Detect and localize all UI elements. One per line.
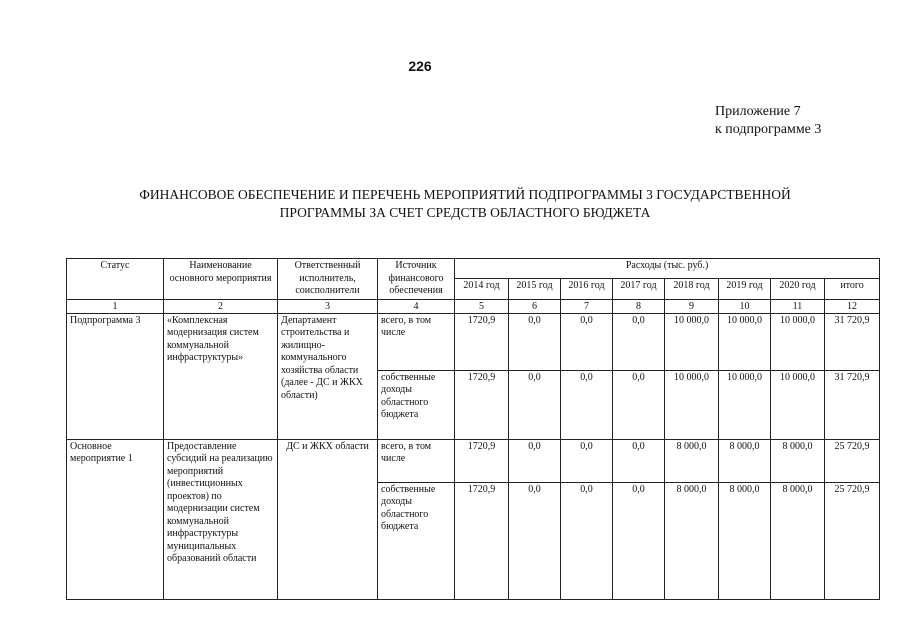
value-cell: 0,0 [561,313,613,370]
value-cell: 0,0 [561,370,613,439]
header-year: 2016 год [561,279,613,299]
value-cell: 0,0 [613,370,665,439]
header-year: 2017 год [613,279,665,299]
row-source: собственные доходы областного бюджета [378,370,455,439]
value-cell: 10 000,0 [665,313,719,370]
value-cell: 0,0 [561,482,613,599]
column-number: 7 [561,299,613,313]
header-year: 2018 год [665,279,719,299]
value-cell: 10 000,0 [719,370,771,439]
header-year: 2015 год [509,279,561,299]
row-source: собственные доходы областного бюджета [378,482,455,599]
title-line-1: ФИНАНСОВОЕ ОБЕСПЕЧЕНИЕ И ПЕРЕЧЕНЬ МЕРОПРИЯТИЙ ПОДПРОГРАММЫ 3 ГОСУДАРСТВЕННОЙ [139,187,791,202]
value-cell: 8 000,0 [665,439,719,482]
value-cell: 0,0 [613,482,665,599]
row-executor: ДС и ЖКХ области [278,439,378,599]
column-number: 6 [509,299,561,313]
table-row [67,313,880,370]
header-year: 2020 год [771,279,825,299]
total-cell: 31 720,9 [825,370,880,439]
column-number: 5 [455,299,509,313]
value-cell: 1720,9 [455,439,509,482]
total-cell: 31 720,9 [825,313,880,370]
value-cell: 1720,9 [455,482,509,599]
appendix-line-2: к подпрограмме 3 [715,122,822,137]
header-year: 2019 год [719,279,771,299]
value-cell: 0,0 [509,439,561,482]
row-name: «Комплексная модернизация систем коммунальной инфраструктуры» [164,313,278,439]
row-status: Основное мероприятие 1 [67,439,164,599]
column-number: 1 [67,299,164,313]
value-cell: 8 000,0 [771,482,825,599]
value-cell: 1720,9 [455,313,509,370]
value-cell: 10 000,0 [771,313,825,370]
column-number: 11 [771,299,825,313]
header-total: итого [825,279,880,299]
row-executor: Департамент строительства и жилищно-коммунального хозяйства области (далее - ДС и ЖКХ области) [278,313,378,439]
page-number: 226 [408,58,432,74]
value-cell: 0,0 [613,313,665,370]
value-cell: 10 000,0 [771,370,825,439]
value-cell: 0,0 [561,439,613,482]
header-executor: Ответственный исполнитель, соисполнители [278,259,378,300]
column-number: 4 [378,299,455,313]
appendix-note [715,103,821,139]
financing-table [66,258,880,600]
column-number: 12 [825,299,880,313]
total-cell: 25 720,9 [825,482,880,599]
table-row [67,439,880,482]
value-cell: 10 000,0 [719,313,771,370]
header-expenses: Расходы (тыс. руб.) [455,259,880,279]
column-number: 9 [665,299,719,313]
document-title [70,186,860,222]
header-name: Наименование основного мероприятия [164,259,278,300]
value-cell: 8 000,0 [719,439,771,482]
column-number: 2 [164,299,278,313]
column-number: 10 [719,299,771,313]
row-source: всего, в том числе [378,313,455,370]
value-cell: 8 000,0 [665,482,719,599]
header-status: Статус [67,259,164,300]
header-source: Источник финансового обеспечения [378,259,455,300]
column-number: 8 [613,299,665,313]
title-line-2: ПРОГРАММЫ ЗА СЧЕТ СРЕДСТВ ОБЛАСТНОГО БЮДЖЕТА [279,205,651,220]
row-name: Предоставление субсидий на реализацию мероприятий (инвестиционных проектов) по модернизации систем коммунальной инфраструктуры муниципальных образований области [164,439,278,599]
appendix-line-1: Приложение 7 [715,104,801,119]
value-cell: 1720,9 [455,370,509,439]
value-cell: 0,0 [613,439,665,482]
row-status: Подпрограмма 3 [67,313,164,439]
header-year: 2014 год [455,279,509,299]
total-cell: 25 720,9 [825,439,880,482]
row-source: всего, в том числе [378,439,455,482]
value-cell: 0,0 [509,313,561,370]
value-cell: 0,0 [509,482,561,599]
value-cell: 8 000,0 [719,482,771,599]
value-cell: 0,0 [509,370,561,439]
value-cell: 10 000,0 [665,370,719,439]
column-number: 3 [278,299,378,313]
value-cell: 8 000,0 [771,439,825,482]
